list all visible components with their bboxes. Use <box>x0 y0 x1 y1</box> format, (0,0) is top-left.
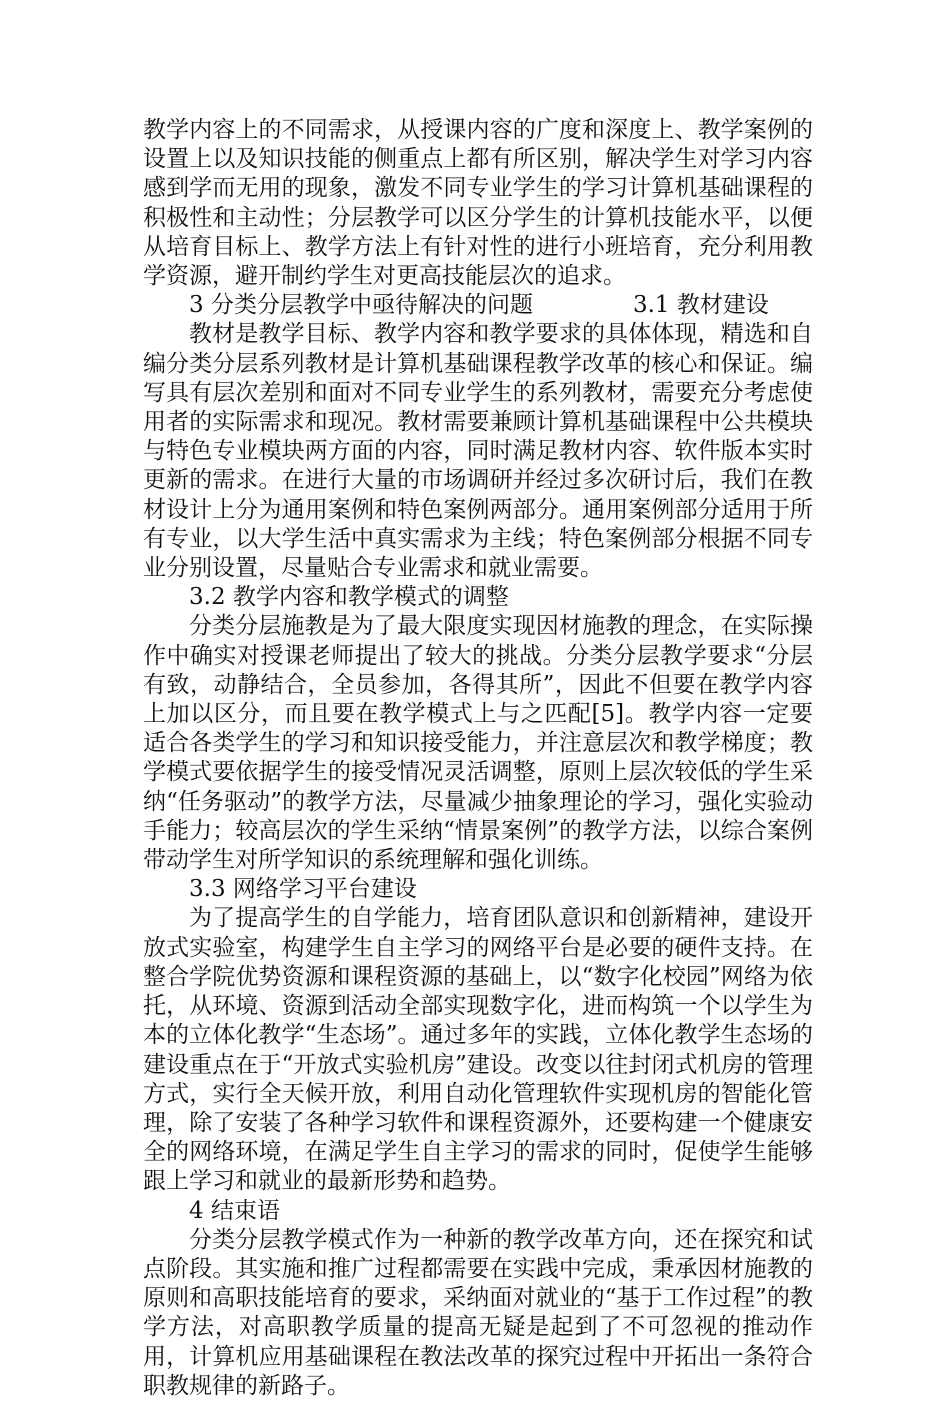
document-body <box>143 116 813 1401</box>
section-heading-3-1: 3.1 教材建设 <box>632 292 769 319</box>
section-heading-3-2: 3.2 教学内容和教学模式的调整 <box>189 584 509 611</box>
paragraph-3-1: 教材是教学目标、教学内容和教学要求的具体体现，精选和自编分类分层系列教材是计算机基础课程教学改革的核心和保证。编写具有层次差别和面对不同专业学生的系列教材，需要充分考虑使用者的实际需求和现况。教材需要兼顾计算机基础课程中公共模块与特色专业模块两方面的内容，同时满足教材内容、软件版本实时更新的需求。在进行大量的市场调研并经过多次研讨后，我们在教材设计上分为通用案例和特色案例两部分。通用案例部分适用于所有专业，以大学生活中真实需求为主线；特色案例部分根据不同专业分别设置，尽量贴合专业需求和就业需要。 <box>143 321 813 582</box>
paragraph-3-3: 为了提高学生的自学能力，培育团队意识和创新精神，建设开放式实验室，构建学生自主学习的网络平台是必要的硬件支持。在整合学院优势资源和课程资源的基础上，以“数字化校园”网络为依托，从环境、资源到活动全部实现数字化，进而构筑一个以学生为本的立体化教学“生态场”。通过多年的实践，立体化教学生态场的建设重点在于“开放式实验机房”建设。改变以往封闭式机房的管理方式，实行全天候开放，利用自动化管理软件实现机房的智能化管理，除了安装了各种学习软件和课程资源外，还要构建一个健康安全的网络环境，在满足学生自主学习的需求的同时，促使学生能够跟上学习和就业的最新形势和趋势。 <box>143 905 813 1195</box>
paragraph-3-2: 分类分层施教是为了最大限度实现因材施教的理念，在实际操作中确实对授课老师提出了较大的挑战。分类分层教学要求“分层有致，动静结合，全员参加，各得其所”，因此不但要在教学内容上加以区分，而且要在教学模式上与之匹配[5]。教学内容一定要适合各类学生的学习和知识接受能力，并注意层次和教学梯度；教学模式要依据学生的接受情况灵活调整，原则上层次较低的学生采纳“任务驱动”的教学方法，尽量减少抽象理论的学习，强化实验动手能力；较高层次的学生采纳“情景案例”的教学方法，以综合案例带动学生对所学知识的系统理解和强化训练。 <box>143 613 813 874</box>
section-heading-4: 4 结束语 <box>189 1197 280 1224</box>
section-heading-3: 3 分类分层教学中亟待解决的问题 <box>189 292 533 319</box>
paragraph-intro: 教学内容上的不同需求，从授课内容的广度和深度上、教学案例的设置上以及知识技能的侧重点上都有所区别，解决学生对学习内容感到学而无用的现象，激发不同专业学生的学习计算机基础课程的积极性和主动性；分层教学可以区分学生的计算机技能水平，以便从培育目标上、教学方法上有针对性的进行小班培育，充分利用教学资源，避开制约学生对更高技能层次的追求。 <box>143 117 813 290</box>
heading-line-section-3 <box>143 291 813 320</box>
paragraph-4: 分类分层教学模式作为一种新的教学改革方向，还在探究和试点阶段。其实施和推广过程都需要在实践中完成，秉承因材施教的原则和高职技能培育的要求，采纳面对就业的“基于工作过程”的教学方法，对高职教学质量的提高无疑是起到了不可忽视的推动作用，计算机应用基础课程在教法改革的探究过程中开拓出一条符合职教规律的新路子。 <box>143 1226 813 1399</box>
section-heading-3-3: 3.3 网络学习平台建设 <box>189 876 417 903</box>
